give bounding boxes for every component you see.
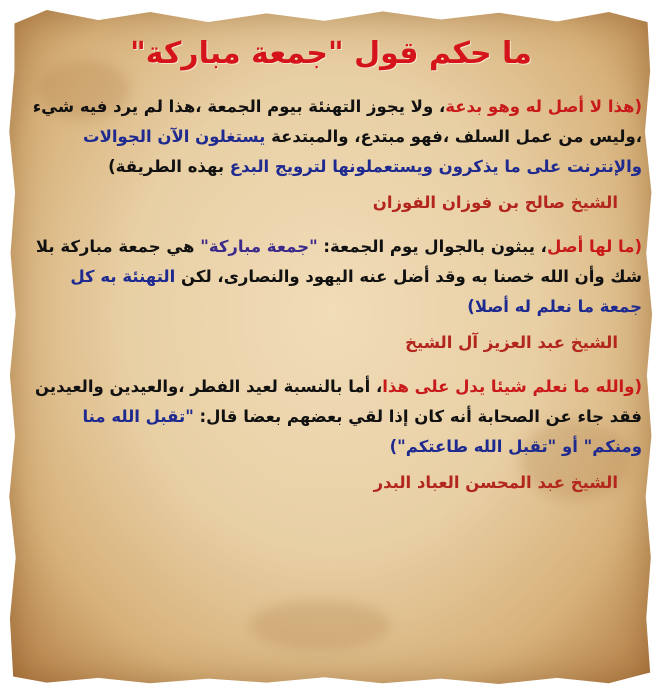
fatwa-3-author: الشيخ عبد المحسن العباد البدر xyxy=(373,473,618,492)
fatwa-3-body: ، أما بالنسبة لعيد الفطر ،والعيدين والعيدين فقد جاء عن الصحابة أنه كان إذا لقي بعضهم بعضا قال: xyxy=(35,377,642,426)
stain-decoration xyxy=(250,600,390,650)
fatwa-2-body: ، يبثون بالجوال يوم الجمعة: xyxy=(317,237,547,256)
fatwa-3-red-phrase: (والله ما نعلم شيئا يدل على هذا xyxy=(382,377,642,396)
page-title: ما حكم قول "جمعة مباركة" xyxy=(130,36,532,71)
fatwa-3-text xyxy=(14,372,648,462)
main-content xyxy=(14,18,648,512)
fatwa-1-red-phrase: (هذا لا أصل له وهو بدعة xyxy=(445,97,642,116)
fatwa-1-end: بهذه الطريقة) xyxy=(108,157,230,176)
fatwa-1-author: الشيخ صالح بن فوزان الفوزان xyxy=(372,193,618,212)
fatwa-1-text xyxy=(14,92,648,182)
fatwa-2-author: الشيخ عبد العزيز آل الشيخ xyxy=(405,333,618,352)
fatwa-2-blue-phrase: التهنئة به كل جمعة ما نعلم له أصلا) xyxy=(70,267,642,316)
fatwa-2-body-2: هي جمعة مباركة بلا شك وأن الله خصنا به وقد أضل عنه اليهود والنصارى، لكن xyxy=(35,237,642,286)
fatwa-1-blue-phrase: يستغلون الآن الجوالات والإنترنت على ما يذكرون ويستعملونها لترويج البدع xyxy=(83,127,642,176)
fatwa-2-quote: "جمعة مباركة" xyxy=(200,237,318,256)
fatwa-2-text xyxy=(14,232,648,322)
fatwa-1-body: ، ولا يجوز التهنئة بيوم الجمعة ،هذا لم يرد فيه شيء ،وليس من عمل السلف ،فهو مبتدع، والمبتدعة xyxy=(32,97,642,146)
fatwa-2-red-phrase: (ما لها أصل xyxy=(546,237,642,256)
fatwa-3-blue-phrase: "تقبل الله منا ومنكم" أو "تقبل الله طاعتكم") xyxy=(82,407,642,456)
